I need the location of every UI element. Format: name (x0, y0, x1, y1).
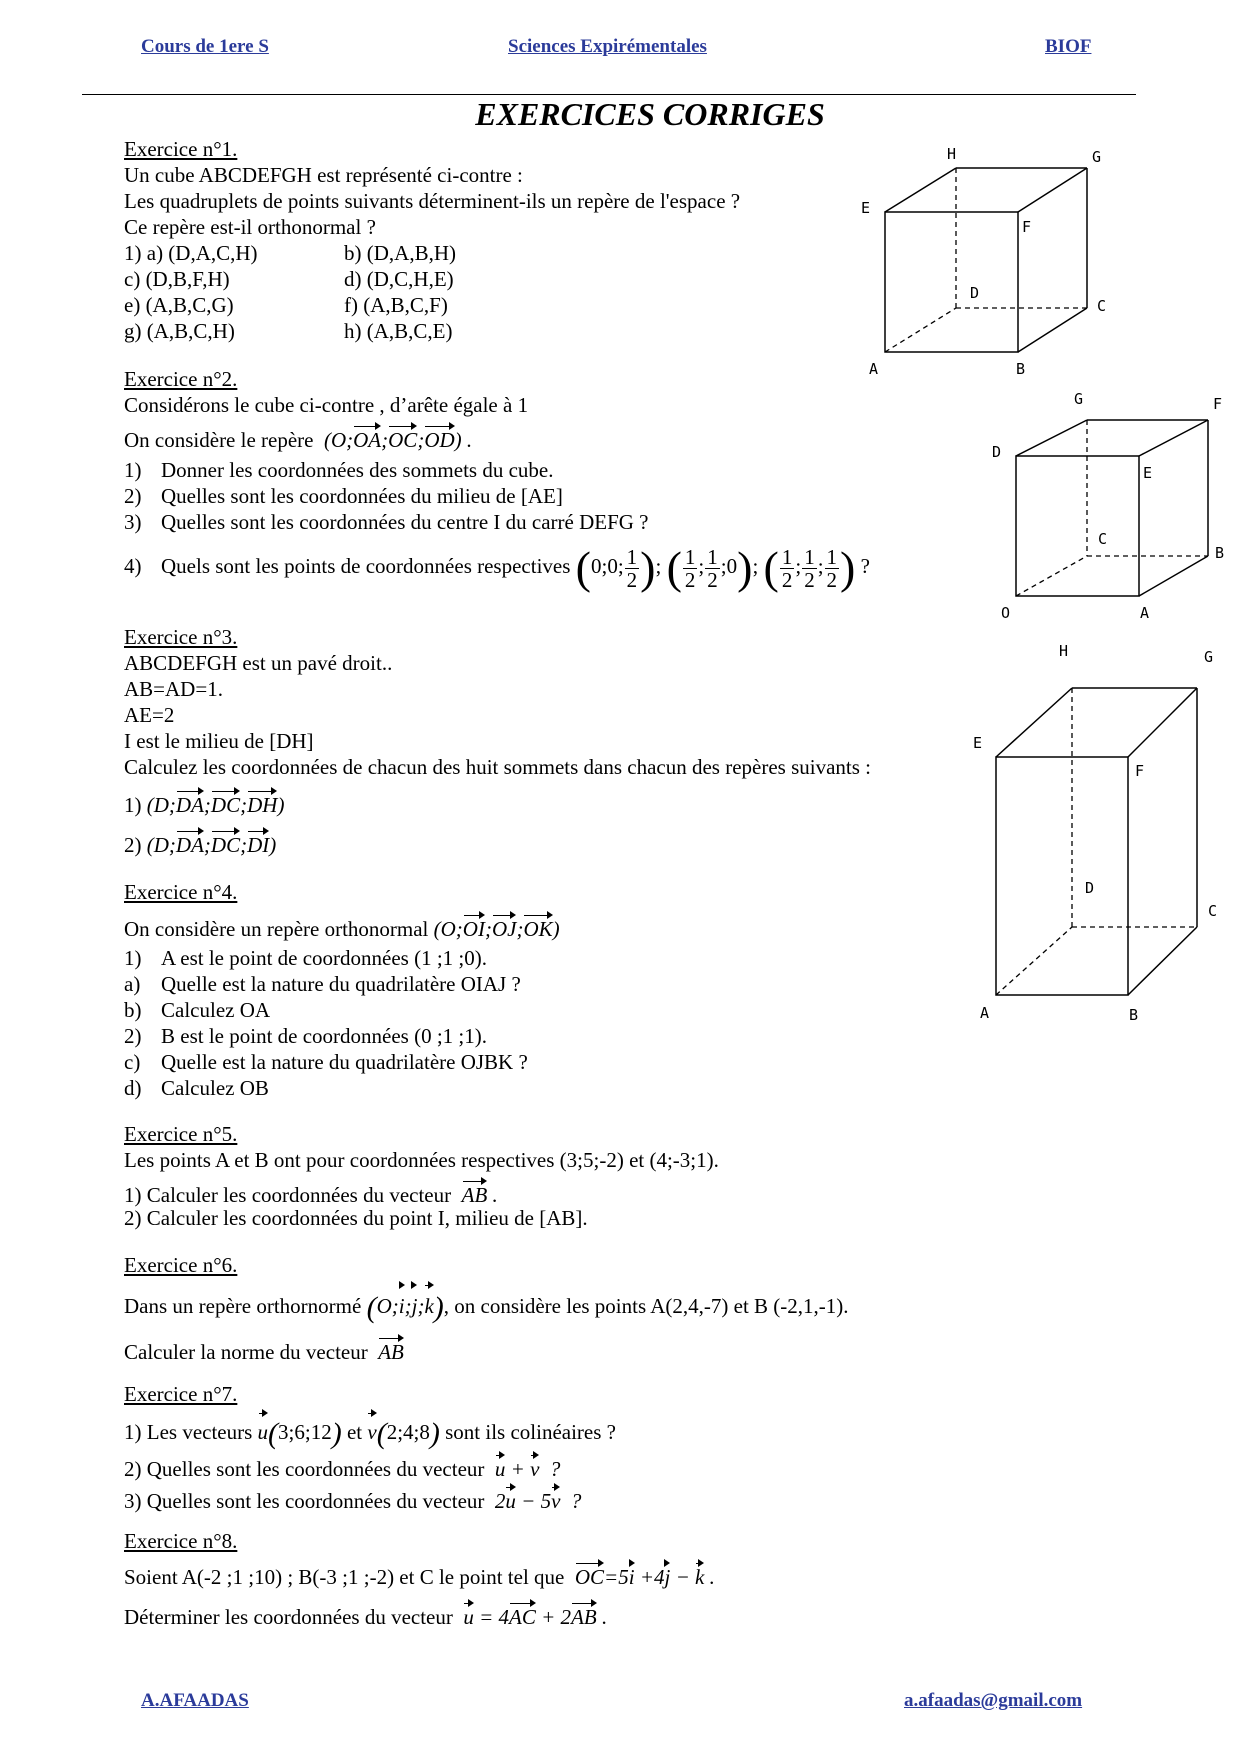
ex5-heading: Exercice n°5. (124, 1122, 238, 1146)
ex7-heading: Exercice n°7. (124, 1382, 238, 1406)
ex2-q4-formula: (0;0; $\frac{1}{2}$ ); ( $\frac{1}{2}$ ; $\frac{1}{2}$ ;0); ( $\frac{1}{2}$ ; $\frac{1}{2}$ ; $\frac{1}{2}$ ) ? (575, 542, 870, 594)
ex1-item-f: f) (A,B,C,F) (344, 293, 448, 317)
ex8-line2: Déterminer les coordonnées du vecteur u = 4AC + 2AB . (124, 1600, 607, 1630)
ex1-label-C: C (1097, 297, 1107, 315)
ex3-label-B: B (1129, 1006, 1139, 1024)
ex4-item-b: b) Calculez OA (124, 998, 271, 1022)
ex5-line3: 2) Calculer les coordonnées du point I, milieu de [AB]. (124, 1206, 588, 1230)
ex4-item-c: c) Quelle est la nature du quadrilatère OJBK ? (124, 1050, 528, 1074)
ex1-heading: Exercice n°1. (124, 137, 238, 161)
ex5-line1: Les points A et B ont pour coordonnées respectives (3;5;-2) et (4;-3;1). (124, 1148, 719, 1172)
ex8-OC-formula: OC=5i +4j − k . (570, 1565, 715, 1589)
ex8-heading: Exercice n°8. (124, 1529, 238, 1553)
ex1-cube-figure (850, 140, 1130, 380)
ex7-vector-u: u(3;6;12) (258, 1420, 342, 1444)
ex2-label-B: B (1215, 544, 1225, 562)
ex2-q1: 1) Donner les coordonnées des sommets du cube. (124, 458, 554, 482)
ex1-item-d: d) (D,C,H,E) (344, 267, 454, 291)
ex1-item-b: b) (D,A,B,H) (344, 241, 456, 265)
ex3-label-D: D (1085, 879, 1095, 897)
ex6-line2: Calculer la norme du vecteur AB (124, 1335, 404, 1365)
ex3-heading: Exercice n°3. (124, 625, 238, 649)
ex3-line3: AE=2 (124, 703, 175, 727)
ex7-vector-v: v(2;4;8) (367, 1420, 440, 1444)
header-rule (82, 94, 1136, 95)
ex1-label-E: E (861, 199, 871, 217)
ex7-line3: 3) Quelles sont les coordonnées du vecteur 2u − 5v ? (124, 1484, 581, 1514)
ex3-label-C: C (1208, 902, 1218, 920)
ex3-label-E: E (973, 734, 983, 752)
ex1-label-A: A (869, 360, 879, 378)
ex3-line5: Calculez les coordonnées de chacun des huit sommets dans chacun des repères suivants : (124, 755, 872, 779)
ex3-line1: ABCDEFGH est un pavé droit.. (124, 651, 393, 675)
ex6-heading: Exercice n°6. (124, 1253, 238, 1277)
ex1-line3: Ce repère est-il orthonormal ? (124, 215, 376, 239)
ex8-u-formula: u = 4AC + 2AB . (458, 1605, 607, 1629)
ex3-label-A: A (980, 1004, 990, 1022)
ex2-label-G: G (1074, 390, 1084, 408)
ex2-line2 (124, 423, 472, 453)
ex7-sum-formula: u + v ? (490, 1457, 561, 1481)
ex1-line1: Un cube ABCDEFGH est représenté ci-contre : (124, 163, 523, 187)
ex2-q3: 3) Quelles sont les coordonnées du centre I du carré DEFG ? (124, 510, 649, 534)
ex6-line1: Dans un repère orthornormé (O;i;j;k), on considère les points A(2,4,-7) et B (-2,1,-1). (124, 1282, 849, 1328)
ex3-label-H: H (1059, 642, 1069, 660)
ex4-item-2: 2) B est le point de coordonnées (0 ;1 ;1). (124, 1024, 488, 1048)
header-course: Cours de 1ere S (141, 36, 269, 57)
ex2-cube-figure (980, 385, 1230, 630)
ex2-line1: Considérons le cube ci-contre , d’arête égale à 1 (124, 393, 529, 417)
ex1-item-e: e) (A,B,C,G) (124, 293, 234, 317)
ex6-vector-AB: AB (373, 1340, 404, 1364)
ex5-vector-AB: AB . (456, 1183, 497, 1207)
page-title: EXERCICES CORRIGES (475, 96, 825, 132)
ex1-item-g: g) (A,B,C,H) (124, 319, 235, 343)
ex2-label-D: D (992, 443, 1002, 461)
ex3-label-G: G (1204, 648, 1214, 666)
ex2-q4: 4) Quels sont les points de coordonnées respectives (0;0; $\frac{1}{2}$ ); ( $\frac{1}{2}$ ; $\frac{1}{2}$ ;0); ( $\frac{1}{2}$ ; $\frac{1}{2}$ ; $\frac{1}{2}$ ) ? (124, 542, 870, 594)
ex1-item-c: c) (D,B,F,H) (124, 267, 230, 291)
ex1-label-B: B (1016, 360, 1026, 378)
ex1-label-G: G (1092, 148, 1102, 166)
ex2-label-C: C (1098, 530, 1108, 548)
ex1-item-h: h) (A,B,C,E) (344, 319, 453, 343)
ex3-line4: I est le milieu de [DH] (124, 729, 314, 753)
ex4-item-a: a) Quelle est la nature du quadrilatère OIAJ ? (124, 972, 521, 996)
header-section: Sciences Expirémentales (508, 36, 707, 57)
ex2-line2-text: On considère le repère (124, 428, 314, 452)
ex2-label-F: F (1213, 395, 1223, 413)
ex1-line2: Les quadruplets de points suivants déterminent-ils un repère de l'espace ? (124, 189, 741, 213)
header-biof: BIOF (1045, 36, 1092, 57)
ex3-cuboid-figure (960, 635, 1230, 1030)
footer-author: A.AFAADAS (141, 1690, 249, 1711)
ex2-frame-formula: (O;OA;OC;OD) . (319, 428, 472, 452)
ex7-line2: 2) Quelles sont les coordonnées du vecteur u + v ? (124, 1452, 560, 1482)
ex3-frame2-formula: (D;DA;DC;DI) (147, 833, 277, 857)
ex6-frame-formula: (O;i;j;k) (367, 1294, 444, 1318)
ex3-label-F: F (1135, 762, 1145, 780)
ex4-item-d: d) Calculez OB (124, 1076, 269, 1100)
ex3-frame1-formula: (D;DA;DC;DH) (147, 793, 285, 817)
ex3-line2: AB=AD=1. (124, 677, 223, 701)
ex2-label-O: O (1001, 604, 1011, 622)
ex5-line2: 1) Calculer les coordonnées du vecteur AB . (124, 1178, 498, 1208)
ex1-label-F: F (1022, 218, 1032, 236)
ex1-item-a: 1) a) (D,A,C,H) (124, 241, 258, 265)
ex1-label-H: H (947, 145, 957, 163)
ex4-item-1: 1) A est le point de coordonnées (1 ;1 ;0). (124, 946, 488, 970)
footer-email[interactable]: a.afaadas@gmail.com (904, 1690, 1083, 1711)
ex7-line1: 1) Les vecteurs u(3;6;12) et v(2;4;8) sont ils colinéaires ? (124, 1410, 616, 1452)
ex4-line1: On considère un repère orthonormal (O;OI;OJ;OK) (124, 912, 560, 942)
ex3-frame2: 2) (D;DA;DC;DI) (124, 828, 276, 858)
ex4-heading: Exercice n°4. (124, 880, 238, 904)
ex2-label-E: E (1143, 464, 1153, 482)
ex8-line1: Soient A(-2 ;1 ;10) ; B(-3 ;1 ;-2) et C le point tel que OC=5i +4j − k . (124, 1560, 715, 1590)
ex2-q2: 2) Quelles sont les coordonnées du milieu de [AE] (124, 484, 563, 508)
ex2-heading: Exercice n°2. (124, 367, 238, 391)
ex1-label-D: D (970, 284, 980, 302)
ex2-label-A: A (1140, 604, 1150, 622)
ex7-combo-formula: 2u − 5v ? (490, 1489, 582, 1513)
ex3-frame1: 1) (D;DA;DC;DH) (124, 788, 284, 818)
ex4-frame-formula: (O;OI;OJ;OK) (434, 917, 560, 941)
